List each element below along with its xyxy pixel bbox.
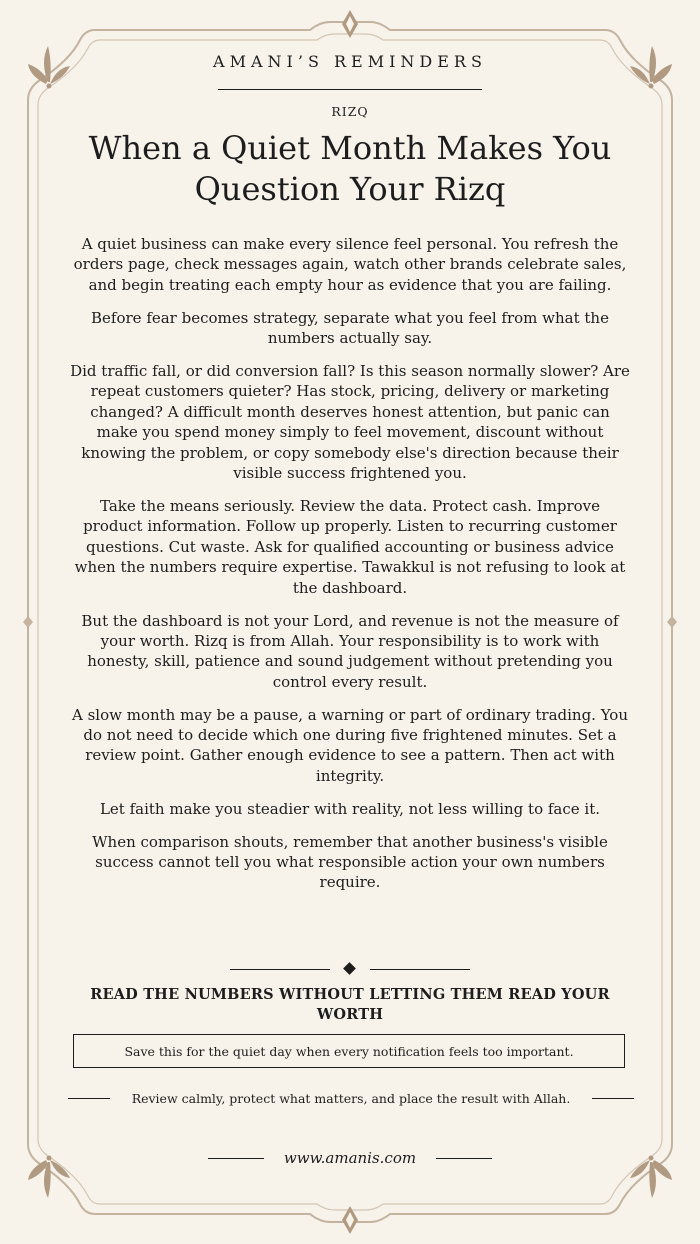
article-body — [70, 234, 630, 905]
body-paragraph: When comparison shouts, remember that another business's visible success cannot tell you what responsible action your own numbers require. — [92, 832, 608, 892]
brand-name: AMANI’S REMINDERS — [213, 52, 487, 71]
body-paragraph: A quiet business can make every silence feel personal. You refresh the orders page, check messages again, watch other brands celebrate sales, and begin treating each empty hour as evidence that you are failing. — [73, 235, 627, 294]
divider-line — [230, 969, 330, 970]
divider-line — [370, 969, 470, 970]
body-paragraph: But the dashboard is not your Lord, and revenue is not the measure of your worth. Rizq is from Allah. Your responsibility is to work with honesty, skill, patience and sound judgement without pretending you control every result. — [81, 611, 619, 691]
tagline-row — [68, 1088, 634, 1108]
divider-line — [592, 1098, 634, 1099]
fleur-corner-icon — [28, 1156, 70, 1199]
body-paragraph: A slow month may be a pause, a warning or part of ordinary trading. You do not need to decide which one during five frightened minutes. Set a review point. Gather enough evidence to see a pattern. Then act with integrity. — [71, 705, 629, 785]
fleur-corner-icon — [630, 1156, 672, 1199]
body-paragraph: Did traffic fall, or did conversion fall? Is this season normally slower? Are repeat customers quieter? Has stock, pricing, delivery or marketing changed? A difficult month deserves honest attention, but panic can make you spend money simply to feel movement, discount without knowing the problem, or copy somebody else's direction because their visible success frightened you. — [70, 362, 630, 483]
divider-line — [208, 1158, 264, 1159]
section-divider — [230, 962, 470, 976]
save-note-box — [73, 1034, 625, 1068]
body-paragraph: Take the means seriously. Review the data. Protect cash. Improve product information. Follow up properly. Listen to recurring customer questions. Cut waste. Ask for qualified accounting or business advice when the numbers require expertise. Tawakkul is not refusing to look at the dashboard. — [74, 496, 626, 597]
page-title: When a Quiet Month Makes You Question Your Rizq — [88, 129, 612, 208]
footer — [208, 1148, 492, 1168]
closing-headline: READ THE NUMBERS WITHOUT LETTING THEM READ YOUR WORTH — [90, 986, 610, 1023]
divider-line — [68, 1098, 110, 1099]
save-note-text: Save this for the quiet day when every notification feels too important. — [124, 1043, 574, 1059]
brand-divider — [218, 89, 482, 90]
body-paragraph: Let faith make you steadier with reality, not less willing to face it. — [99, 799, 601, 818]
diamond-icon — [343, 962, 356, 975]
website-link[interactable]: www.amanis.com — [283, 1149, 417, 1167]
tagline: Review calmly, protect what matters, and place the result with Allah. — [131, 1090, 571, 1106]
category-label: RIZQ — [331, 104, 369, 119]
body-paragraph: Before fear becomes strategy, separate what you feel from what the numbers actually say. — [91, 308, 609, 348]
diamond-icon — [342, 1206, 358, 1234]
divider-line — [436, 1158, 492, 1159]
diamond-icon — [342, 10, 358, 38]
